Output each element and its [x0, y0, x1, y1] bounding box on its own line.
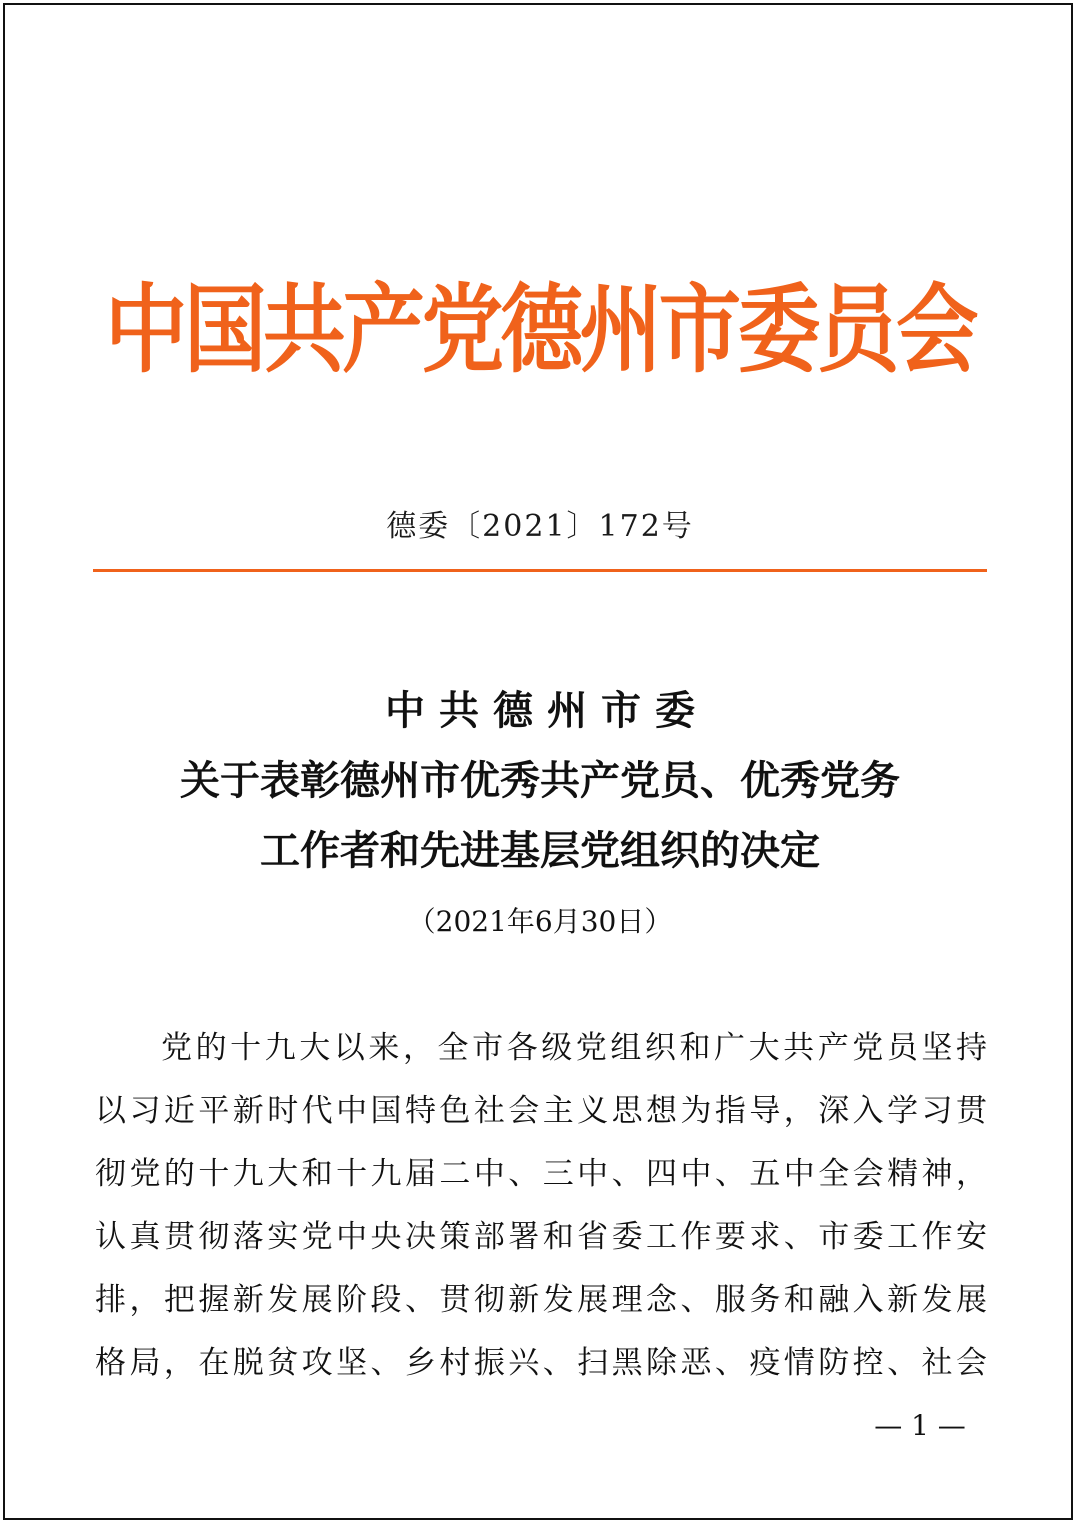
- body-line: 排，把握新发展阶段、贯彻新发展理念、服务和融入新发展: [95, 1282, 987, 1318]
- document-title: [0, 676, 1080, 886]
- title-line-3: 工作者和先进基层党组织的决定: [260, 828, 820, 874]
- body-line: 党的十九大以来，全市各级党组织和广大共产党员坚持: [161, 1030, 987, 1066]
- page-number: — 1 —: [874, 1409, 966, 1442]
- document-number: 德委〔2021〕172号: [386, 509, 694, 544]
- header-divider: [93, 569, 987, 572]
- body-line: 认真贯彻落实党中央决策部署和省委工作要求、市委工作安: [95, 1219, 987, 1255]
- issuing-organization-header: 中国共产党德州市委员会: [104, 274, 976, 386]
- body-line: 格局，在脱贫攻坚、乡村振兴、扫黑除恶、疫情防控、社会: [95, 1345, 987, 1381]
- body-line: 以习近平新时代中国特色社会主义思想为指导，深入学习贯: [95, 1093, 987, 1129]
- document-date: （2021年6月30日）: [407, 905, 673, 938]
- body-line: 彻党的十九大和十九届二中、三中、四中、五中全会精神，: [95, 1156, 987, 1192]
- body-paragraph: [95, 1017, 987, 1395]
- title-line-2: 关于表彰德州市优秀共产党员、优秀党务: [180, 758, 900, 804]
- title-line-1: 中共德州市委: [385, 688, 709, 734]
